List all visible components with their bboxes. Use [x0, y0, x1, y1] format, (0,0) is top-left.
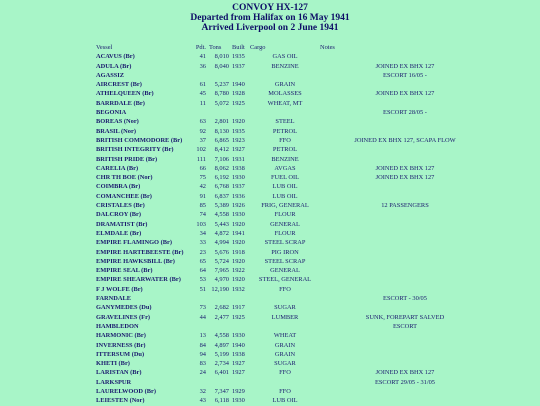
- built-cell: 1925: [232, 99, 245, 107]
- tons-cell: 5,443: [214, 220, 229, 228]
- table-row: [96, 108, 490, 117]
- built-cell: 1930: [232, 332, 245, 340]
- pdt-cell: 111: [196, 155, 206, 163]
- cargo-cell: LUB OIL: [272, 183, 298, 191]
- vessel-cell: LAURELWOOD (Br): [96, 387, 156, 395]
- built-cell: 1938: [232, 350, 245, 358]
- notes-cell: ESCORT 29/05 - 31/05: [374, 378, 436, 386]
- tons-cell: 4,994: [214, 239, 229, 247]
- built-cell: 1940: [232, 341, 245, 349]
- table-row: [96, 294, 490, 303]
- built-cell: [232, 71, 250, 80]
- cargo-cell: GAS OIL: [272, 53, 298, 61]
- vessel-cell: BRITISH COMMODORE (Br): [96, 136, 183, 144]
- pdt-cell: [191, 322, 209, 331]
- vessel-cell: LARISTAN (Br): [96, 369, 142, 377]
- cargo-cell: [250, 294, 320, 303]
- pdt-cell: 32: [199, 387, 206, 395]
- table-row: [96, 341, 490, 350]
- cargo-cell: SUGAR: [274, 304, 296, 312]
- tons-cell: 4,897: [214, 341, 229, 349]
- table-row: [96, 164, 490, 173]
- table-row: [96, 155, 490, 164]
- vessel-cell: ACAVUS (Br): [96, 53, 135, 61]
- cargo-cell: GRAIN: [274, 341, 296, 349]
- tons-cell: 6,768: [214, 183, 229, 191]
- notes-cell: [320, 303, 490, 312]
- cargo-cell: STEEL: [275, 118, 295, 126]
- notes-cell: [320, 182, 490, 191]
- cargo-cell: SUGAR: [274, 360, 296, 368]
- table-row: [96, 378, 490, 387]
- tons-cell: 2,801: [214, 118, 229, 126]
- tons-cell: 5,199: [214, 350, 229, 358]
- pdt-cell: 84: [199, 341, 206, 349]
- vessel-cell: EMPIRE FLAMINGO (Br): [96, 239, 172, 247]
- table-row: [96, 368, 490, 377]
- notes-cell: ESCORT - 30/05: [383, 295, 427, 303]
- table-row: [96, 266, 490, 275]
- notes-cell: [320, 266, 490, 275]
- pdt-cell: [191, 378, 209, 387]
- table-row: [96, 257, 490, 266]
- tons-cell: 5,389: [214, 202, 229, 210]
- cargo-cell: FRIG, GENERAL: [261, 202, 309, 210]
- table-row: [96, 173, 490, 182]
- tons-cell: 2,682: [214, 304, 229, 312]
- tons-cell: 6,192: [214, 174, 229, 182]
- notes-cell: [320, 275, 490, 284]
- tons-cell: 6,865: [214, 136, 229, 144]
- notes-cell: [320, 229, 490, 238]
- built-cell: 1929: [232, 387, 245, 395]
- pdt-cell: 44: [199, 313, 206, 321]
- col-cargo: Cargo: [250, 44, 266, 51]
- cargo-cell: LUB OIL: [272, 397, 298, 405]
- built-cell: 1920: [232, 257, 245, 265]
- cargo-cell: STEEL SCRAP: [264, 257, 306, 265]
- table-row: [96, 192, 490, 201]
- built-cell: 1925: [232, 313, 245, 321]
- notes-cell: [320, 117, 490, 126]
- cargo-cell: PIG IRON: [271, 248, 299, 256]
- table-row: [96, 331, 490, 340]
- convoy-title: CONVOY HX-127: [232, 3, 308, 13]
- built-cell: 1920: [232, 276, 245, 284]
- built-cell: 1917: [232, 304, 245, 312]
- table-row: [96, 80, 490, 89]
- tons-cell: [209, 108, 232, 117]
- pdt-cell: 13: [199, 332, 206, 340]
- built-cell: 1938: [232, 164, 245, 172]
- cargo-cell: FLOUR: [274, 229, 296, 237]
- tons-cell: 8,412: [214, 146, 229, 154]
- pdt-cell: 23: [199, 248, 206, 256]
- cargo-cell: FFO: [279, 387, 291, 395]
- tons-cell: 5,724: [214, 257, 229, 265]
- notes-cell: [320, 238, 490, 247]
- table-row: [96, 285, 490, 294]
- built-cell: 1920: [232, 220, 245, 228]
- cargo-cell: BENZINE: [271, 62, 299, 70]
- cargo-cell: AVGAS: [274, 164, 296, 172]
- notes-cell: [320, 387, 490, 396]
- vessel-cell: DRAMATIST (Br): [96, 220, 148, 228]
- pdt-cell: 33: [199, 239, 206, 247]
- notes-cell: JOINED EX BHX 127: [375, 369, 435, 377]
- vessel-cell: ELMDALE (Br): [96, 229, 142, 237]
- vessel-cell: BRITISH PRIDE (Br): [96, 155, 158, 163]
- table-row: [96, 322, 490, 331]
- tons-cell: 8,130: [214, 127, 229, 135]
- col-notes: Notes: [320, 44, 335, 51]
- departure-line: Departed from Halifax on 16 May 1941: [190, 13, 350, 23]
- vessel-cell: ITTERSUM (Du): [96, 350, 145, 358]
- notes-cell: ESCORT 16/05 -: [383, 71, 427, 79]
- vessel-cell: BRASIL (Nor): [96, 127, 136, 135]
- vessel-cell: CRISTALES (Br): [96, 202, 145, 210]
- vessel-cell: CHR TH BOE (Nor): [96, 174, 153, 182]
- notes-cell: [320, 341, 490, 350]
- notes-cell: [320, 359, 490, 368]
- pdt-cell: 75: [199, 174, 206, 182]
- table-row: [96, 136, 490, 145]
- notes-cell: [320, 80, 490, 89]
- tons-cell: 4,872: [214, 229, 229, 237]
- built-cell: 1926: [232, 202, 245, 210]
- vessel-cell: BOREAS (Nor): [96, 118, 139, 126]
- table-row: [96, 248, 490, 257]
- notes-cell: [320, 52, 490, 61]
- built-cell: 1930: [232, 174, 245, 182]
- tons-cell: 8,010: [214, 53, 229, 61]
- built-cell: [232, 378, 250, 387]
- built-cell: 1927: [232, 360, 245, 368]
- tons-cell: 2,477: [214, 313, 229, 321]
- vessel-cell: GANYMEDES (Du): [96, 304, 152, 312]
- cargo-cell: [250, 378, 320, 387]
- pdt-cell: 85: [199, 202, 206, 210]
- pdt-cell: 42: [199, 183, 206, 191]
- notes-cell: JOINED EX BHX 127: [375, 164, 435, 172]
- table-row: [96, 99, 490, 108]
- pdt-cell: 65: [199, 257, 206, 265]
- table-row: [96, 117, 490, 126]
- vessel-cell: GRAVELINES (Fr): [96, 313, 151, 321]
- tons-cell: 12,190: [211, 285, 229, 293]
- pdt-cell: 103: [196, 220, 206, 228]
- notes-cell: [320, 210, 490, 219]
- vessel-cell: KHETI (Br): [96, 360, 130, 368]
- cargo-cell: STEEL SCRAP: [264, 239, 306, 247]
- tons-cell: 8,062: [214, 164, 229, 172]
- cargo-cell: GENERAL: [270, 220, 300, 228]
- table-row: [96, 145, 490, 154]
- tons-cell: 4,558: [214, 211, 229, 219]
- pdt-cell: 94: [199, 350, 206, 358]
- notes-cell: [320, 127, 490, 136]
- built-cell: 1937: [232, 62, 245, 70]
- pdt-cell: 66: [199, 164, 206, 172]
- vessel-cell: COMANCHEE (Br): [96, 192, 152, 200]
- pdt-cell: 73: [199, 304, 206, 312]
- vessel-cell: EMPIRE HARTEBEESTE (Br): [96, 248, 184, 256]
- pdt-cell: [191, 71, 209, 80]
- built-cell: 1931: [232, 155, 245, 163]
- vessel-cell: INVERNESS (Br): [96, 341, 146, 349]
- vessel-cell: BEGONIA: [96, 109, 127, 117]
- pdt-cell: 51: [199, 285, 206, 293]
- tons-cell: [209, 294, 232, 303]
- pdt-cell: 43: [199, 397, 206, 405]
- built-cell: [232, 294, 250, 303]
- cargo-cell: GENERAL: [270, 267, 300, 275]
- pdt-cell: 37: [199, 136, 206, 144]
- col-vessel: Vessel: [96, 44, 113, 51]
- tons-cell: 4,970: [214, 276, 229, 284]
- built-cell: 1927: [232, 146, 245, 154]
- vessel-cell: COIMBRA (Br): [96, 183, 141, 191]
- cargo-cell: WHEAT, MT: [267, 99, 303, 107]
- cargo-cell: PETROL: [272, 146, 298, 154]
- vessel-cell: BARRDALE (Br): [96, 99, 145, 107]
- tons-cell: [209, 378, 232, 387]
- vessel-cell: EMPIRE HAWKSBILL (Br): [96, 257, 175, 265]
- notes-cell: [320, 192, 490, 201]
- col-built: Built: [232, 44, 245, 51]
- tons-cell: 6,401: [214, 369, 229, 377]
- vessel-cell: HAMBLEDON: [96, 322, 139, 330]
- notes-cell: JOINED EX BHX 127: [375, 62, 435, 70]
- table-row: [96, 220, 490, 229]
- cargo-cell: FFO: [279, 369, 291, 377]
- tons-cell: 5,237: [214, 81, 229, 89]
- tons-cell: 5,676: [214, 248, 229, 256]
- cargo-cell: GRAIN: [274, 350, 296, 358]
- cargo-cell: GRAIN: [274, 81, 296, 89]
- notes-cell: [320, 220, 490, 229]
- table-row: [96, 229, 490, 238]
- built-cell: 1920: [232, 239, 245, 247]
- notes-cell: [320, 248, 490, 257]
- pdt-cell: 34: [199, 229, 206, 237]
- built-cell: 1937: [232, 183, 245, 191]
- cargo-cell: WHEAT: [273, 332, 297, 340]
- vessel-cell: ATHELQUEEN (Br): [96, 90, 154, 98]
- table-row: [96, 71, 490, 80]
- vessel-cell: EMPIRE SHEARWATER (Br): [96, 276, 181, 284]
- tons-cell: 7,965: [214, 267, 229, 275]
- cargo-cell: BENZINE: [271, 155, 299, 163]
- cargo-cell: LUMBER: [271, 313, 299, 321]
- table-row: [96, 238, 490, 247]
- table-row: [96, 396, 490, 405]
- table-row: [96, 62, 490, 71]
- table-row: [96, 303, 490, 312]
- vessel-cell: AIRCREST (Br): [96, 81, 142, 89]
- pdt-cell: 64: [199, 267, 206, 275]
- pdt-cell: 63: [199, 118, 206, 126]
- pdt-cell: 11: [199, 99, 206, 107]
- tons-cell: 7,347: [214, 387, 229, 395]
- pdt-cell: 41: [199, 53, 206, 61]
- notes-cell: JOINED EX BHX 127, SCAPA FLOW: [354, 136, 456, 144]
- vessel-cell: LARKSPUR: [96, 378, 132, 386]
- pdt-cell: 24: [199, 369, 206, 377]
- cargo-cell: MOLASSES: [268, 90, 302, 98]
- cargo-cell: PETROL: [272, 127, 298, 135]
- built-cell: 1940: [232, 81, 245, 89]
- vessel-cell: F J WOLFE (Br): [96, 285, 143, 293]
- table-header-row: [96, 43, 490, 52]
- built-cell: 1928: [232, 90, 245, 98]
- cargo-cell: [250, 108, 320, 117]
- tons-cell: 4,558: [214, 332, 229, 340]
- convoy-header: [0, 0, 540, 33]
- col-pdt: Pdt.: [195, 44, 206, 51]
- built-cell: 1923: [232, 136, 245, 144]
- notes-cell: ESCORT: [392, 322, 418, 330]
- arrival-line: Arrived Liverpool on 2 June 1941: [201, 23, 339, 33]
- pdt-cell: 36: [199, 62, 206, 70]
- table-row: [96, 359, 490, 368]
- built-cell: 1936: [232, 192, 245, 200]
- notes-cell: SUNK, FOREPART SALVED: [365, 313, 445, 321]
- notes-cell: ESCORT 28/05 -: [383, 109, 427, 117]
- notes-cell: JOINED EX BHX 127: [375, 174, 435, 182]
- convoy-table: [96, 43, 490, 406]
- cargo-cell: FUEL OIL: [271, 174, 299, 182]
- table-row: [96, 313, 490, 322]
- pdt-cell: 102: [196, 146, 206, 154]
- pdt-cell: [191, 108, 209, 117]
- table-row: [96, 387, 490, 396]
- tons-cell: 8,780: [214, 90, 229, 98]
- pdt-cell: 83: [199, 360, 206, 368]
- notes-cell: [320, 257, 490, 266]
- tons-cell: [209, 322, 232, 331]
- pdt-cell: 91: [199, 192, 206, 200]
- table-row: [96, 275, 490, 284]
- notes-cell: [320, 155, 490, 164]
- tons-cell: 5,072: [214, 99, 229, 107]
- cargo-cell: FFO: [279, 285, 291, 293]
- cargo-cell: FLOUR: [274, 211, 296, 219]
- vessel-cell: EMPIRE SEAL (Br): [96, 267, 153, 275]
- vessel-cell: HARMONIC (Br): [96, 332, 146, 340]
- pdt-cell: 92: [199, 127, 206, 135]
- notes-cell: [320, 99, 490, 108]
- notes-cell: [320, 396, 490, 405]
- table-row: [96, 182, 490, 191]
- built-cell: 1932: [232, 285, 245, 293]
- tons-cell: 2,734: [214, 360, 229, 368]
- pdt-cell: 74: [199, 211, 206, 219]
- table-row: [96, 89, 490, 98]
- vessel-cell: LEIESTEN (Nor): [96, 397, 145, 405]
- notes-cell: [320, 145, 490, 154]
- built-cell: 1941: [232, 229, 245, 237]
- notes-cell: JOINED EX BHX 127: [375, 90, 435, 98]
- built-cell: 1935: [232, 127, 245, 135]
- pdt-cell: [191, 294, 209, 303]
- notes-cell: [320, 350, 490, 359]
- cargo-cell: [250, 71, 320, 80]
- table-body: [96, 52, 490, 405]
- notes-cell: [320, 331, 490, 340]
- notes-cell: [320, 285, 490, 294]
- notes-cell: 12 PASSENGERS: [381, 202, 429, 210]
- table-row: [96, 52, 490, 61]
- vessel-cell: DALCROY (Br): [96, 211, 142, 219]
- built-cell: 1930: [232, 397, 245, 405]
- tons-cell: 7,106: [214, 155, 229, 163]
- built-cell: 1930: [232, 211, 245, 219]
- vessel-cell: AGASSIZ: [96, 71, 125, 79]
- table-row: [96, 210, 490, 219]
- cargo-cell: STEEL, GENERAL: [258, 276, 312, 284]
- built-cell: 1935: [232, 53, 245, 61]
- built-cell: 1920: [232, 118, 245, 126]
- pdt-cell: 53: [199, 276, 206, 284]
- built-cell: 1927: [232, 369, 245, 377]
- pdt-cell: 61: [199, 81, 206, 89]
- col-tons: Tons: [209, 44, 222, 51]
- cargo-cell: [250, 322, 320, 331]
- tons-cell: 8,040: [214, 62, 229, 70]
- vessel-cell: BRITISH INTEGRITY (Br): [96, 146, 174, 154]
- table-row: [96, 127, 490, 136]
- built-cell: [232, 108, 250, 117]
- vessel-cell: FARNDALE: [96, 295, 132, 303]
- tons-cell: 6,118: [214, 397, 229, 405]
- tons-cell: 6,837: [214, 192, 229, 200]
- table-row: [96, 350, 490, 359]
- cargo-cell: FFO: [279, 136, 291, 144]
- vessel-cell: CARELIA (Br): [96, 164, 139, 172]
- built-cell: [232, 322, 250, 331]
- vessel-cell: ADULA (Br): [96, 62, 132, 70]
- pdt-cell: 45: [199, 90, 206, 98]
- table-row: [96, 201, 490, 210]
- built-cell: 1918: [232, 248, 245, 256]
- tons-cell: [209, 71, 232, 80]
- built-cell: 1922: [232, 267, 245, 275]
- cargo-cell: LUB OIL: [272, 192, 298, 200]
